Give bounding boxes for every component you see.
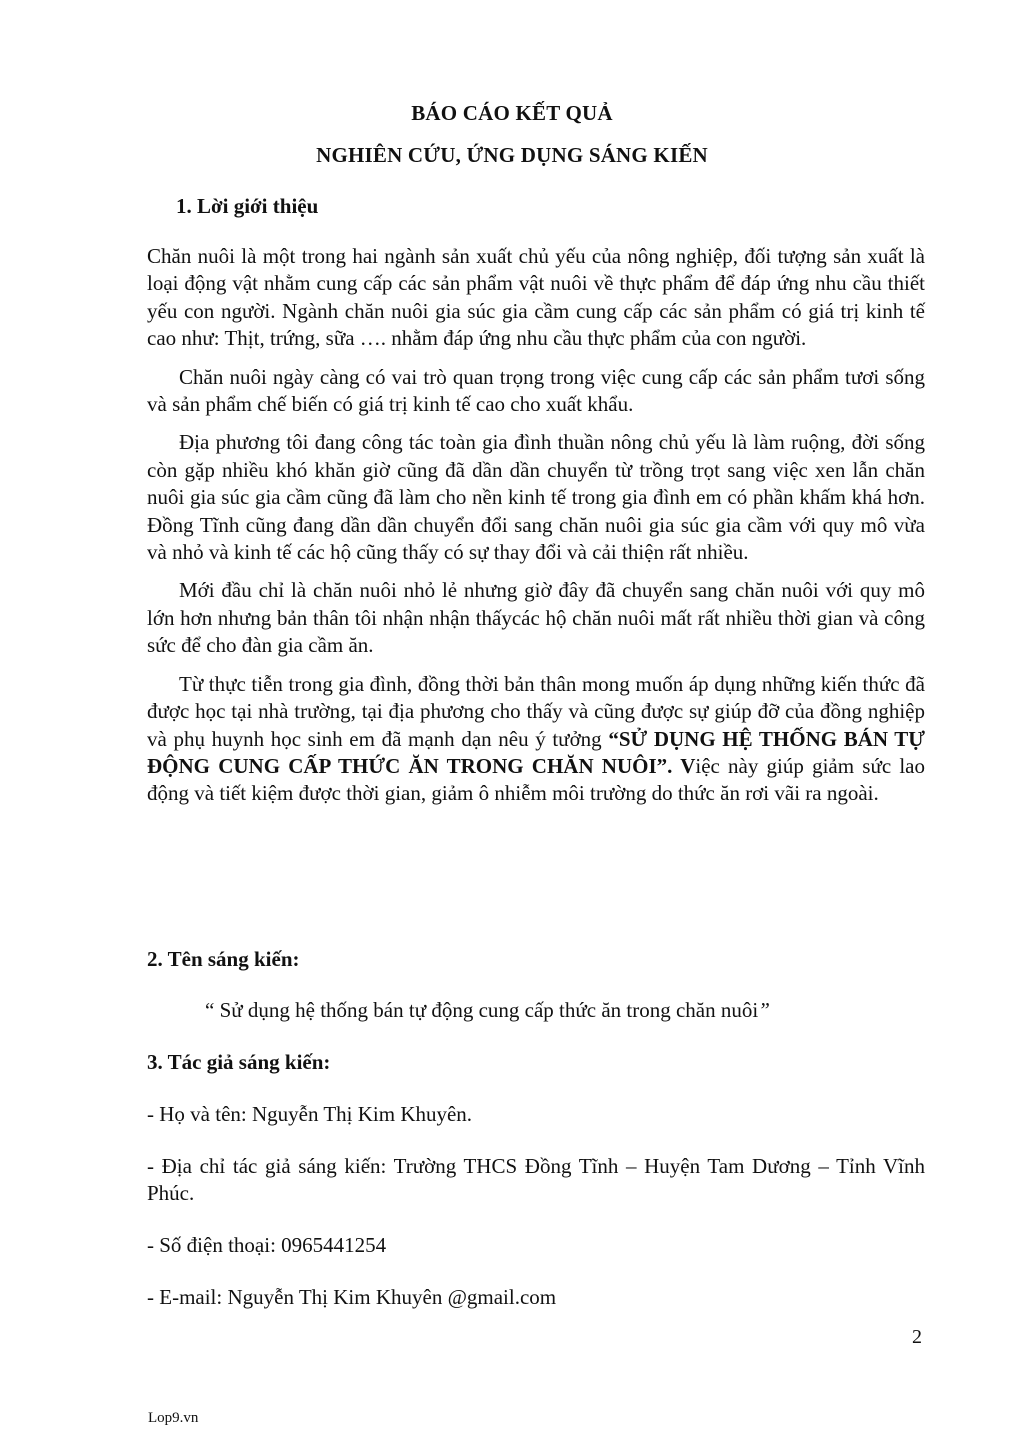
initiative-name <box>205 998 770 1023</box>
initiative-name-text: “ Sử dụng hệ thống bán tự động cung cấp thức ăn trong chăn nuôi <box>205 998 759 1022</box>
section2-heading: 2. Tên sáng kiến: <box>147 947 300 971</box>
footer-site-label: Lop9.vn <box>148 1410 199 1426</box>
report-title-line1: BÁO CÁO KẾT QUẢ <box>411 101 613 125</box>
author-address-line: - Địa chỉ tác giả sáng kiến: Trường THCS Đồng Tĩnh – Huyện Tam Dương – Tỉnh Vĩnh Phúc. <box>147 1154 925 1206</box>
page-number: 2 <box>912 1326 922 1348</box>
section1-heading: 1. Lời giới thiệu <box>176 194 319 218</box>
section3-heading: 3. Tác giả sáng kiến: <box>147 1050 331 1074</box>
paragraph-5-text-a: Từ thực tiễn trong gia đình, đồng thời bản thân mong muốn áp dụng những kiến thức đã được học tại nhà trường, tại địa phương cho thấy và cũng được sự giúp đỡ của đồng nghiệp và phụ huynh học sinh em đã mạnh dạn nêu ý tưởng <box>147 671 925 751</box>
paragraph-5-text-b: iệc này giúp giảm sức lao động và tiết kiệm được thời gian, giảm ô nhiễm môi trường do thức ăn rơi vãi ra ngoài. <box>147 753 925 806</box>
author-email-line: - E-mail: Nguyễn Thị Kim Khuyên @gmail.com <box>147 1285 557 1309</box>
initiative-name-emphasis: “SỬ DỤNG HỆ THỐNG BÁN TỰ ĐỘNG CUNG CẤP THỨC ĂN TRONG CHĂN NUÔI”. V <box>147 726 926 778</box>
report-title-line2: NGHIÊN CỨU, ỨNG DỤNG SÁNG KIẾN <box>316 143 708 167</box>
paragraph-3: Địa phương tôi đang công tác toàn gia đình thuần nông chủ yếu là làm ruộng, đời sống còn gặp nhiều khó khăn giờ cũng đã dần dần chuyển từ trồng trọt sang việc xen lẫn chăn nuôi gia súc gia cầm cũng đã làm cho nền kinh tế trong gia đình em có phần khấm khá hơn. Đồng Tĩnh cũng đang dần dần chuyển đổi sang chăn nuôi gia súc gia cầm với quy mô vừa và nhỏ và kinh tế các hộ cũng thấy có sự thay đổi và cải thiện rất nhiều. <box>147 430 925 565</box>
section1-body <box>147 243 925 808</box>
paragraph-1: Chăn nuôi là một trong hai ngành sản xuất chủ yếu của nông nghiệp, đối tượng sản xuất là loại động vật nhằm cung cấp các sản phẩm vật nuôi về thực phẩm để đáp ứng nhu cầu thiết yếu con người. Ngành chăn nuôi gia súc gia cầm cung cấp các sản phẩm có giá trị kinh tế cao như: Thịt, trứng, sữa …. nhằm đáp ứng nhu cầu thực phẩm của con người. <box>147 244 925 351</box>
paragraph-4: Mới đầu chỉ là chăn nuôi nhỏ lẻ nhưng giờ đây đã chuyển sang chăn nuôi với quy mô lớn hơn nhưng bản thân tôi nhận nhận thấycác hộ chăn nuôi mất rất nhiều thời gian và công sức để cho đàn gia cầm ăn. <box>147 578 925 658</box>
author-phone-line: - Số điện thoại: 0965441254 <box>147 1233 387 1257</box>
initiative-name-close-quote: ” <box>758 998 770 1022</box>
paragraph-2: Chăn nuôi ngày càng có vai trò quan trọng trong việc cung cấp các sản phẩm tươi sống và sản phẩm chế biến có giá trị kinh tế cao cho xuất khẩu. <box>147 364 925 417</box>
paragraph-5 <box>147 671 925 808</box>
author-name-line: - Họ và tên: Nguyễn Thị Kim Khuyên. <box>147 1102 473 1126</box>
